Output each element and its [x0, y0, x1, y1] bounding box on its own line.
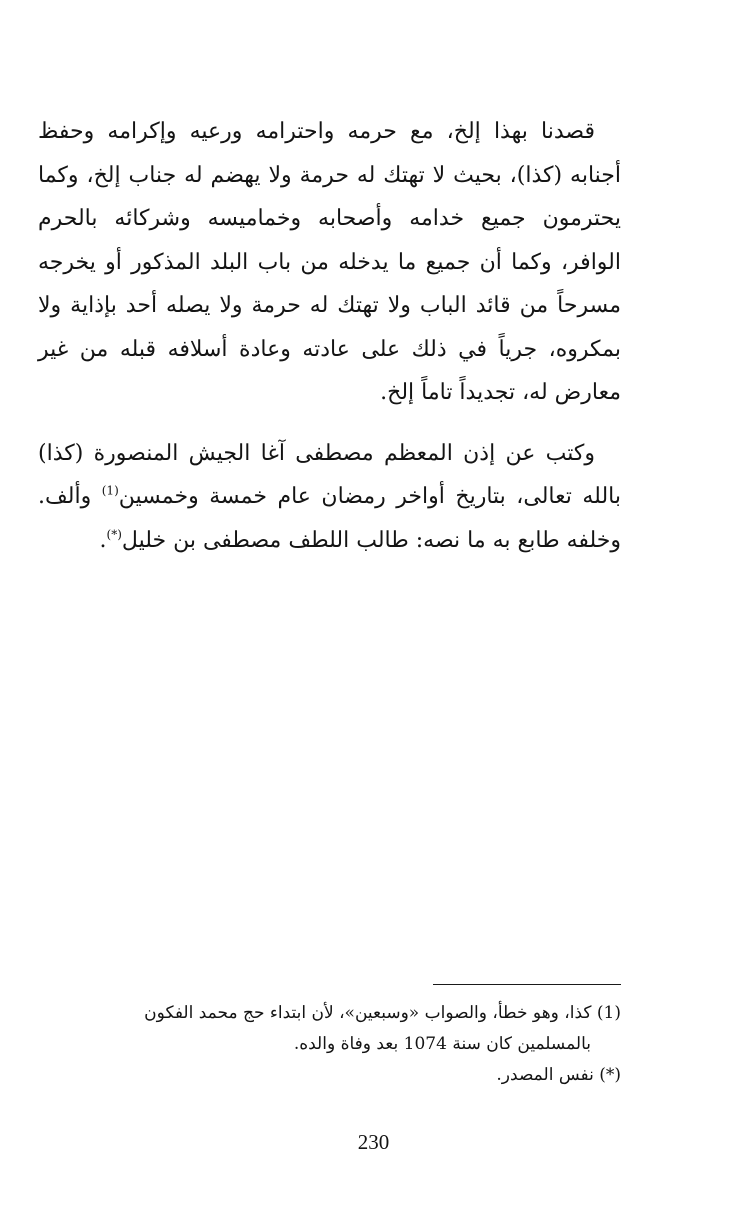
paragraph-1-text: قصدنا بهذا إلخ، مع حرمه واحترامه ورعيه وإكرامه وحفظ أجنابه (كذا)، بحيث لا تهتك له حرمة ولا يهضم له جناب إلخ، وكما يحترمون جميع خدامه وأصحابه وخماميسه وشركائه بالحرم الوافر، وكما أن جميع ما يدخله من باب البلد المذكور أو يخرجه مسرحاً من قائد الباب ولا تهتك له حرمة ولا يصله أحد بإذاية ولا بمكروه، جرياً في ذلك على عادته وعادة أسلافه قبله من غير معارض له، تجديداً تاماً إلخ. — [38, 119, 621, 405]
footnote-1-line-2: بالمسلمين كان سنة 1074 بعد وفاة والده. — [293, 1034, 591, 1054]
main-text — [38, 110, 621, 579]
footnote-ref-star: (*) — [106, 527, 122, 542]
page-number: 230 — [357, 1130, 390, 1154]
footnote-star: (*) نفس المصدر. — [496, 1065, 621, 1085]
footnote-1-line-1: (1) كذا، وهو خطأ، والصواب «وسبعين»، لأن ابتداء حج محمد الفكون — [144, 1003, 621, 1023]
footnote-ref-1: (1) — [101, 483, 119, 498]
paragraph-2-text-a: وكتب عن إذن المعظم مصطفى آغا الجيش المنصورة (كذا) بالله تعالى، بتاريخ أواخر رمضان عام خمسة وخمسين — [38, 440, 621, 509]
footnote-1 — [38, 998, 621, 1060]
footnote-divider — [433, 984, 621, 985]
footnotes — [38, 998, 621, 1091]
paragraph-2 — [38, 432, 621, 563]
paragraph-2-text-b: وألف. وخلفه طابع به ما نصه: طالب اللطف مصطفى بن خليل — [38, 484, 621, 553]
paragraph-1 — [38, 110, 621, 415]
paragraph-2-end: . — [99, 527, 107, 553]
